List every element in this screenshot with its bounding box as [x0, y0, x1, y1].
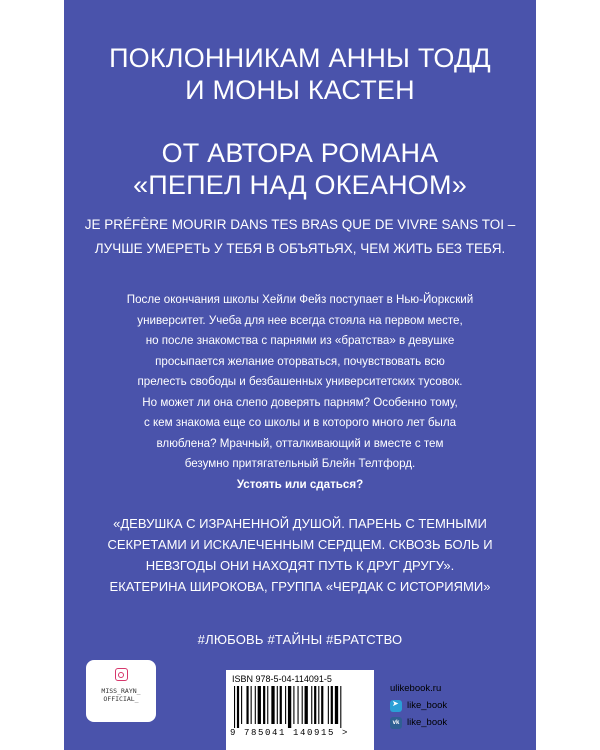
header-line-1: ПОКЛОННИКАМ АННЫ ТОДД: [109, 43, 491, 73]
header-author: [64, 137, 536, 201]
epigraph: [64, 213, 536, 261]
isbn-block: [226, 670, 374, 750]
hashtags: #ЛЮБОВЬ #ТАЙНЫ #БРАТСТВО: [197, 632, 403, 647]
blurb-line: безумно притягательный Блейн Телтфорд.: [184, 457, 416, 470]
review-line: «ДЕВУШКА С ИЗРАНЕННОЙ ДУШОЙ. ПАРЕНЬ С ТЕМНЫМИ: [113, 516, 487, 531]
header-line-3: ОТ АВТОРА РОМАНА: [161, 138, 439, 168]
review-line: НЕВЗГОДЫ ОНИ НАХОДЯТ ПУТЬ К ДРУГ ДРУГУ».: [145, 558, 455, 573]
blurb-line: но после знакомства с парнями из «братства» в девушке: [145, 334, 455, 347]
blurb: [64, 290, 536, 495]
instagram-icon: [115, 668, 128, 681]
header-line-2: И МОНЫ КАСТЕН: [185, 75, 415, 105]
header-line-4: «ПЕПЕЛ НАД ОКЕАНОМ»: [133, 170, 467, 200]
blurb-line: университет. Учеба для нее всегда стояла на первом месте,: [137, 313, 463, 327]
telegram-icon: [390, 700, 402, 712]
website-link[interactable]: ulikebook.ru: [390, 683, 442, 694]
epigraph-french: JE PRÉFÈRE MOURIR DANS TES BRAS QUE DE VIVRE SANS TOI –: [84, 217, 516, 232]
back-cover: [64, 0, 536, 750]
vk-handle[interactable]: like_book: [407, 717, 448, 728]
barcode: [232, 686, 368, 728]
instagram-handle: [86, 687, 156, 703]
review-attribution: ЕКАТЕРИНА ШИРОКОВА, ГРУППА «ЧЕРДАК С ИСТОРИЯМИ»: [109, 579, 491, 594]
telegram-row: [390, 697, 530, 714]
isbn-label: ISBN 978-5-04-114091-5: [232, 674, 332, 684]
blurb-line: влюблена? Мрачный, отталкивающий и вместе с тем: [156, 436, 444, 450]
blurb-line: прелесть свободы и безбашенных университетских тусовок.: [137, 375, 463, 388]
publisher-links: [390, 680, 530, 731]
vk-icon: vk: [390, 717, 402, 729]
blurb-emphasis: Устоять или сдаться?: [236, 477, 364, 491]
header-dedication: [64, 42, 536, 106]
review-line: СЕКРЕТАМИ И ИСКАЛЕЧЕННЫМ СЕРДЦЕМ. СКВОЗЬ БОЛЬ И: [107, 537, 493, 552]
blurb-line: с кем знакома еще со школы и в которого много лет была: [143, 416, 457, 429]
blurb-line: просыпается желание оторваться, почувствовать всю: [155, 354, 445, 368]
blurb-line: Но может ли она слепо доверять парням? Особенно тому,: [142, 395, 458, 409]
blurb-line: После окончания школы Хейли Фейз поступает в Нью-Йоркский: [126, 293, 474, 306]
instagram-handle-line-1: MISS_RAYN_: [101, 687, 141, 695]
telegram-handle[interactable]: like_book: [407, 700, 448, 711]
barcode-digits: 9 785041 140915 >: [230, 728, 350, 738]
instagram-handle-line-2: OFFICIAL_: [103, 695, 139, 703]
website-row: [390, 680, 530, 697]
epigraph-russian: ЛУЧШЕ УМЕРЕТЬ У ТЕБЯ В ОБЪЯТЬЯХ, ЧЕМ ЖИТЬ БЕЗ ТЕБЯ.: [94, 241, 506, 256]
instagram-sticker: [86, 660, 156, 722]
review-quote: [64, 513, 536, 597]
vk-row: [390, 714, 530, 731]
